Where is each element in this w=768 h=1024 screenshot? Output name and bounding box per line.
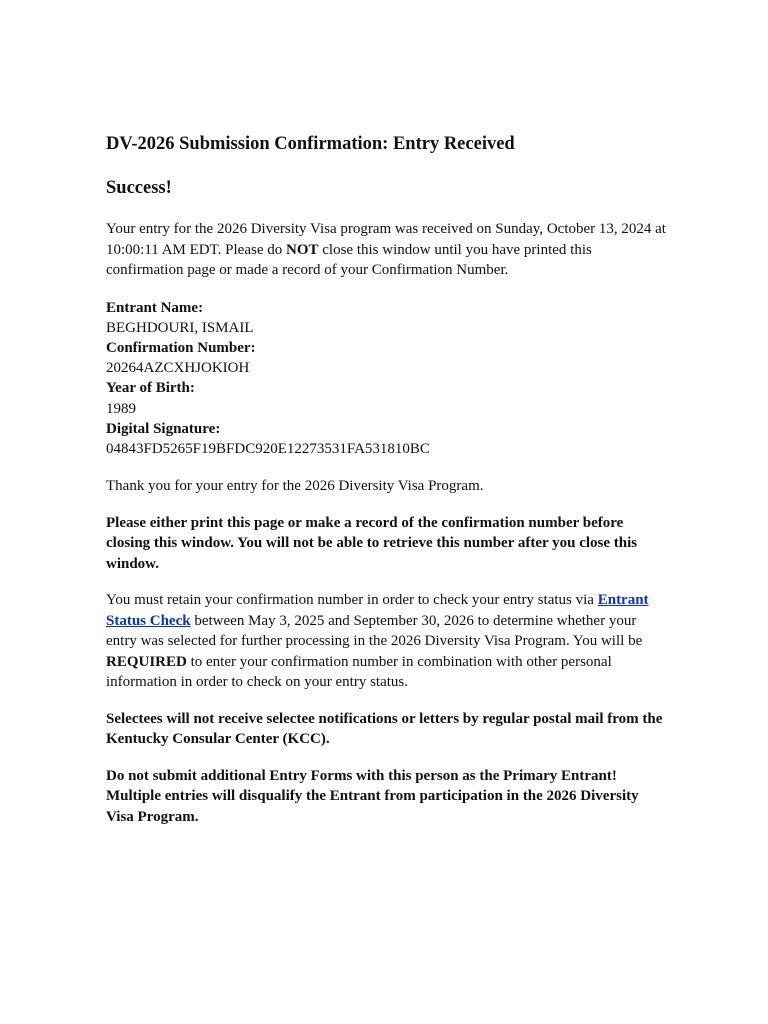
intro-paragraph <box>106 219 668 281</box>
retain-paragraph <box>106 590 668 693</box>
digital-signature-value: 04843FD5265F19BFDC920E12273531FA531810BC <box>106 440 430 457</box>
entry-details <box>106 298 668 460</box>
year-of-birth-value: 1989 <box>106 400 136 417</box>
thanks-paragraph: Thank you for your entry for the 2026 Diversity Visa Program. <box>106 478 484 495</box>
confirmation-number-value: 20264AZCXHJOKIOH <box>106 360 250 377</box>
entrant-status-check-link[interactable]: Entrant Status Check <box>106 592 649 629</box>
retain-text-2: between May 3, 2025 and September 30, 2026 to determine whether your entry was selected for further processing in the 2026 Diversity Visa Program. You will be <box>106 612 643 650</box>
success-heading: Success! <box>106 178 172 198</box>
intro-text-1: Your entry for the 2026 Diversity Visa program was received on Sunday, October 13, 2024 at 10:00:11 AM EDT. Please do <box>106 221 666 258</box>
selectees-notice: Selectees will not receive selectee notifications or letters by regular postal mail from the Kentucky Consular Center (KCC). <box>106 710 663 748</box>
confirmation-number-label: Confirmation Number: <box>106 339 256 356</box>
entrant-name-value: BEGHDOURI, ISMAIL <box>106 319 254 336</box>
retain-text-3: to enter your confirmation number in combination with other personal information in order to check on your entry status. <box>106 653 612 691</box>
page-title: DV-2026 Submission Confirmation: Entry Received <box>106 134 515 154</box>
digital-signature-label: Digital Signature: <box>106 420 221 437</box>
intro-text-2: close this window until you have printed this confirmation page or made a record of your Confirmation Number. <box>106 241 592 278</box>
year-of-birth-label: Year of Birth: <box>106 380 195 397</box>
retain-text-1: You must retain your confirmation number in order to check your entry status via <box>106 592 598 609</box>
retain-emphasis: REQUIRED <box>106 653 187 670</box>
entrant-name-label: Entrant Name: <box>106 299 204 316</box>
no-submit-warning: Do not submit additional Entry Forms with this person as the Primary Entrant! Multiple entries will disqualify the Entrant from participation in the 2026 Diversity Visa Program. <box>106 767 639 825</box>
intro-emphasis: NOT <box>286 241 319 258</box>
print-warning-paragraph: Please either print this page or make a record of the confirmation number before closing this window. You will not be able to retrieve this number after you close this window. <box>106 514 638 572</box>
